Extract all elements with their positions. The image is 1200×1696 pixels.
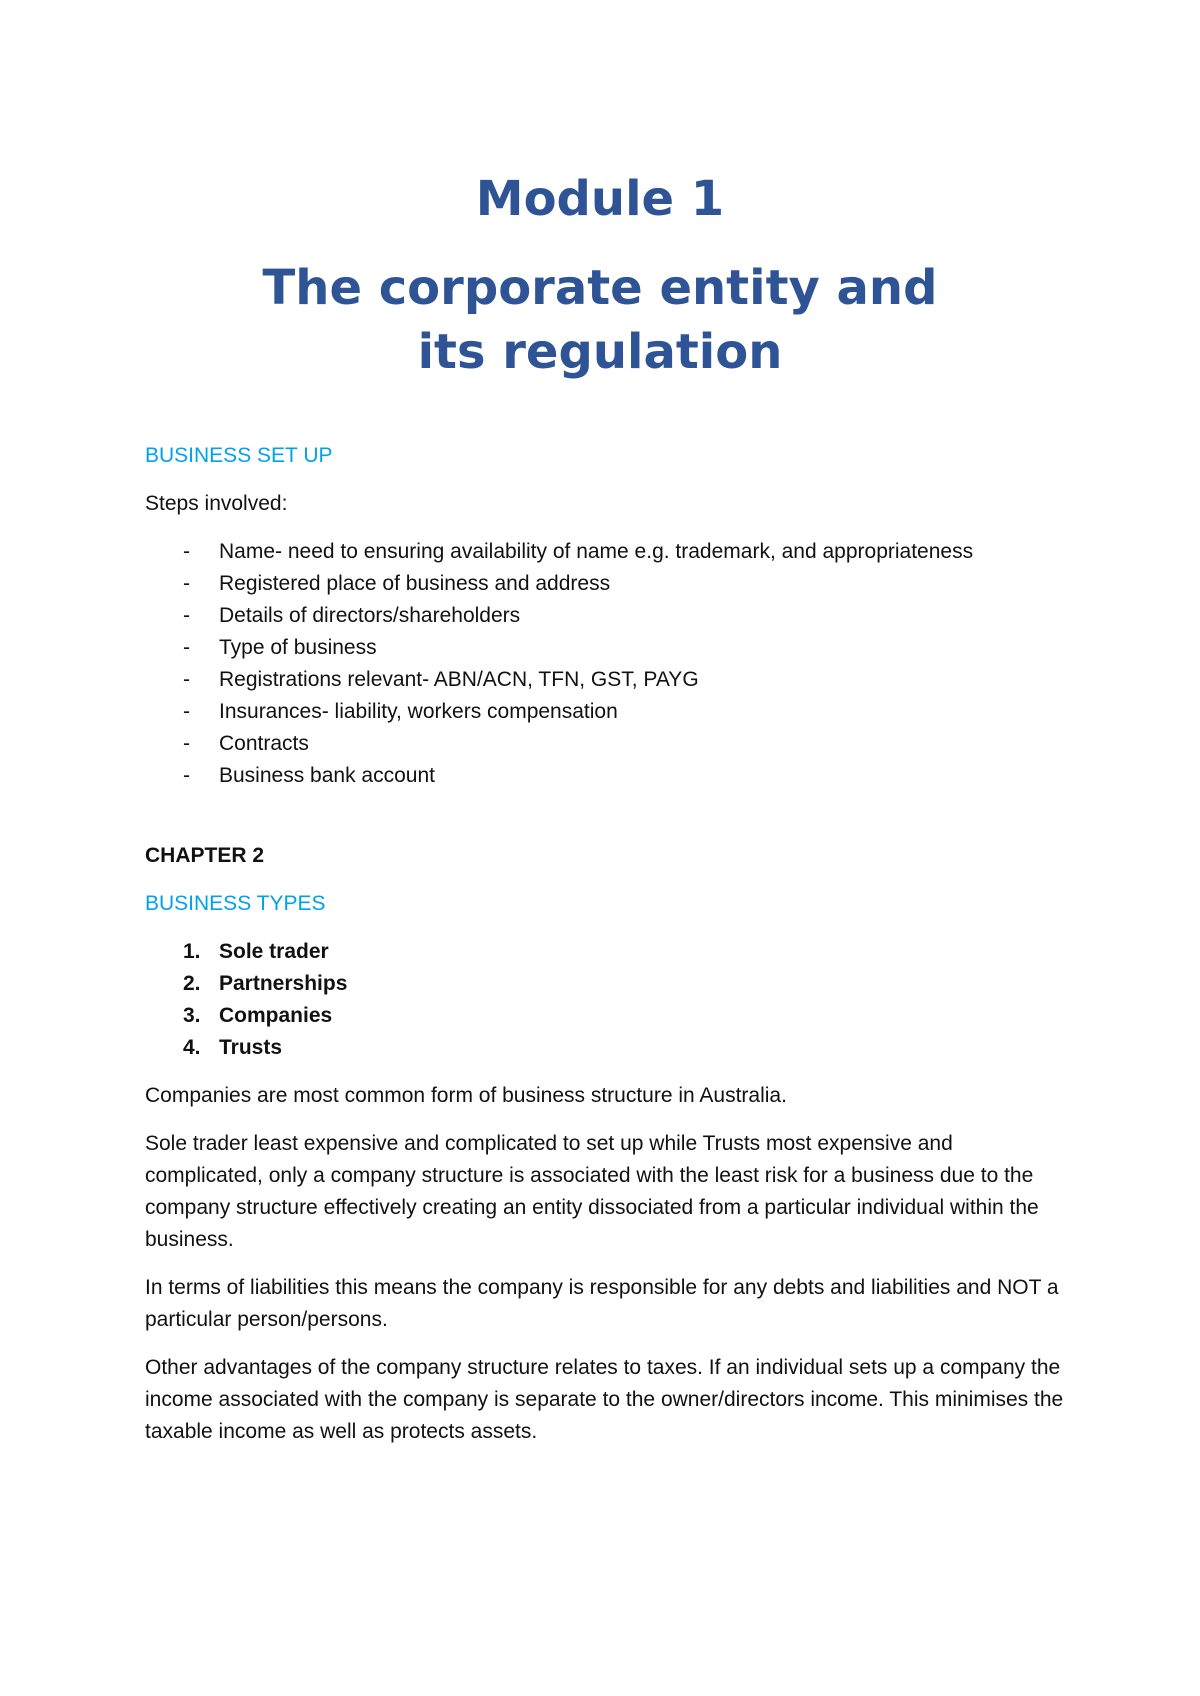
list-item — [145, 728, 1065, 760]
list-item — [145, 936, 1065, 968]
list-item-text: Sole trader — [219, 940, 329, 963]
list-item — [145, 632, 1065, 664]
list-number: 2. — [183, 972, 201, 995]
list-item-text: Details of directors/shareholders — [219, 604, 521, 627]
bullet-dash: - — [183, 764, 190, 787]
steps-intro: Steps involved: — [145, 492, 288, 515]
list-item — [145, 696, 1065, 728]
paragraph: Other advantages of the company structure relates to taxes. If an individual sets up a company the income associated with the company is separate to the owner/directors income. This minimises the taxable income as well as protects assets. — [145, 1356, 1064, 1443]
list-item — [145, 760, 1065, 792]
list-item — [145, 1032, 1065, 1064]
paragraph: Sole trader least expensive and complicated to set up while Trusts most expensive and complicated, only a company structure is associated with the least risk for a business due to the company structure effectively creating an entity dissociated from a particular individual within the business. — [145, 1132, 1039, 1251]
list-item — [145, 600, 1065, 632]
list-item-text: Business bank account — [219, 764, 435, 787]
list-number: 4. — [183, 1036, 201, 1059]
section-heading-business-types: BUSINESS TYPES — [145, 892, 326, 915]
list-item — [145, 536, 1065, 568]
bullet-dash: - — [183, 572, 190, 595]
list-item-text: Type of business — [219, 636, 377, 659]
list-number: 1. — [183, 940, 201, 963]
bullet-dash: - — [183, 604, 190, 627]
list-number: 3. — [183, 1004, 201, 1027]
list-item — [145, 1000, 1065, 1032]
document-body — [145, 440, 1065, 1448]
paragraph: Companies are most common form of business structure in Australia. — [145, 1084, 787, 1107]
bullet-dash: - — [183, 668, 190, 691]
list-item — [145, 568, 1065, 600]
list-item-text: Partnerships — [219, 972, 348, 995]
bullet-dash: - — [183, 636, 190, 659]
list-item — [145, 968, 1065, 1000]
module-title: Module 1 — [475, 171, 725, 227]
paragraph: In terms of liabilities this means the company is responsible for any debts and liabilities and NOT a particular person/persons. — [145, 1276, 1059, 1331]
bullet-dash: - — [183, 540, 190, 563]
bullet-dash: - — [183, 700, 190, 723]
list-item-text: Registered place of business and address — [219, 572, 611, 595]
bullet-dash: - — [183, 732, 190, 755]
list-item — [145, 664, 1065, 696]
list-item-text: Companies — [219, 1004, 333, 1027]
list-item-text: Contracts — [219, 732, 309, 755]
section-heading-business-set-up: BUSINESS SET UP — [145, 444, 333, 467]
business-types-list — [145, 936, 1065, 1064]
list-item-text: Trusts — [219, 1036, 283, 1059]
list-item-text: Insurances- liability, workers compensation — [219, 700, 618, 723]
chapter-heading: CHAPTER 2 — [145, 844, 265, 867]
module-subtitle: The corporate entity and its regulation — [262, 260, 938, 380]
document-title — [0, 168, 1200, 384]
list-item-text: Name- need to ensuring availability of name e.g. trademark, and appropriateness — [219, 540, 974, 563]
steps-list — [145, 536, 1065, 792]
list-item-text: Registrations relevant- ABN/ACN, TFN, GST, PAYG — [219, 668, 699, 691]
